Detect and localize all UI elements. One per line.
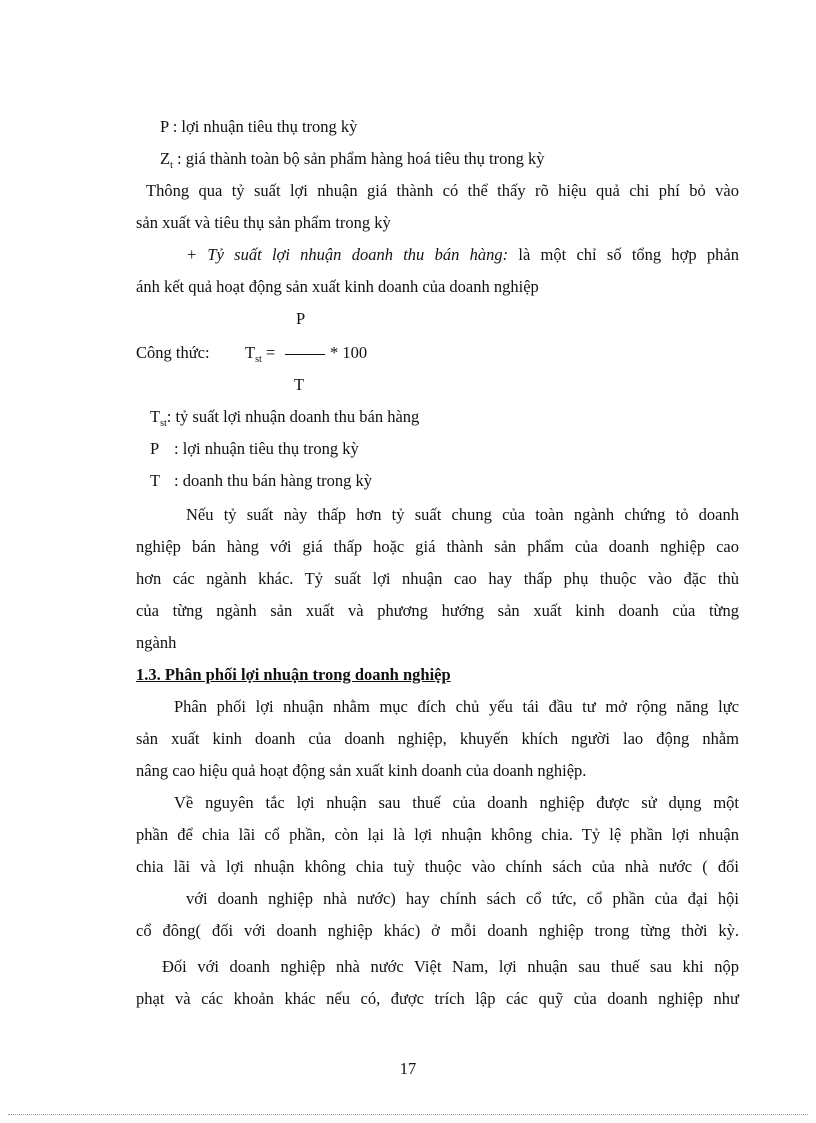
def-tst-desc: : tỷ suất lợi nhuận doanh thu bán hàng — [166, 407, 420, 426]
para1-line1: Thông qua tỷ suất lợi nhuận giá thành có thể thấy rõ hiệu quả chi phí bỏ vào — [146, 181, 739, 200]
def-t-symbol: T — [150, 471, 161, 490]
section-heading: 1.3. Phân phối lợi nhuận trong doanh nghiệp — [136, 665, 451, 684]
para5-line4: với doanh nghiệp nhà nước) hay chính sách cổ tức, cổ phần của đại hội — [186, 889, 739, 908]
para3-line5: ngành — [136, 633, 177, 652]
def-p-symbol: P — [160, 117, 169, 136]
para2-italic-term: Tỷ suất lợi nhuận doanh thu bán hàng: — [207, 245, 509, 264]
def-p-line — [160, 117, 357, 137]
para2-line1 — [186, 245, 739, 265]
def-tst-line — [150, 407, 419, 427]
def-tst-symbol: T — [150, 407, 161, 426]
para3-line1: Nếu tỷ suất này thấp hơn tỷ suất chung của toàn ngành chứng tỏ doanh — [186, 505, 739, 524]
para5-line2: phần để chia lãi cổ phần, còn lại là lợi nhuận không chia. Tỷ lệ phần lợi nhuận — [136, 825, 739, 844]
para2-line1-rest: là một chỉ số tổng hợp phản — [508, 245, 739, 264]
para2-prefix: + — [186, 245, 208, 264]
para3-line3: hơn các ngành khác. Tỷ suất lợi nhuận cao hay thấp phụ thuộc vào đặc thù — [136, 569, 739, 588]
para6-line1: Đối với doanh nghiệp nhà nước Việt Nam, lợi nhuận sau thuế sau khi nộp — [162, 957, 739, 976]
page-number: 17 — [399, 1059, 417, 1078]
def-z-symbol: Z — [160, 149, 171, 168]
para5-line1: Về nguyên tắc lợi nhuận sau thuế của doanh nghiệp được sử dụng một — [174, 793, 739, 812]
def-z-subscript: t — [170, 160, 173, 171]
formula-lhs-symbol: T — [245, 343, 256, 362]
def-z-line — [160, 149, 545, 169]
def-t-desc: : doanh thu bán hàng trong kỳ — [174, 471, 372, 490]
def-p2-symbol: P — [150, 439, 160, 458]
page-bottom-border — [8, 1114, 808, 1115]
formula-label: Công thức: — [136, 343, 210, 362]
formula-multiplier: * 100 — [330, 343, 368, 362]
formula-lhs-subscript: st — [255, 354, 262, 365]
def-tst-subscript: st — [160, 418, 167, 429]
para5-line3: chia lãi và lợi nhuận không chia tuỳ thuộc vào chính sách của nhà nước ( đối — [136, 857, 739, 876]
formula-lhs — [245, 343, 275, 363]
para3-line4: của từng ngành sản xuất và phương hướng sản xuất kinh doanh của từng — [136, 601, 739, 620]
para4-line3: nâng cao hiệu quả hoạt động sản xuất kinh doanh của doanh nghiệp. — [136, 761, 587, 780]
def-p2-desc: : lợi nhuận tiêu thụ trong kỳ — [174, 439, 359, 458]
fraction-bar — [285, 354, 325, 355]
para6-line2: phạt và các khoản khác nếu có, được trích lập các quỹ của doanh nghiệp như — [136, 989, 739, 1008]
para4-line2: sản xuất kinh doanh của doanh nghiệp, khuyến khích người lao động nhằm — [136, 729, 739, 748]
para4-line1: Phân phối lợi nhuận nhằm mục đích chủ yếu tái đầu tư mở rộng năng lực — [174, 697, 739, 716]
para3-line2: nghiệp bán hàng với giá thấp hoặc giá thành sản phẩm của doanh nghiệp cao — [136, 537, 739, 556]
def-p-desc: : lợi nhuận tiêu thụ trong kỳ — [168, 117, 358, 136]
formula-numerator: P — [296, 309, 306, 328]
para5-line5: cổ đông( đối với doanh nghiệp khác) ở mỗi doanh nghiệp trong từng thời kỳ. — [136, 921, 739, 940]
para1-line2: sản xuất và tiêu thụ sản phẩm trong kỳ — [136, 213, 391, 232]
def-z-desc: : giá thành toàn bộ sản phẩm hàng hoá tiêu thụ trong kỳ — [172, 149, 545, 168]
para2-line2: ánh kết quả hoạt động sản xuất kinh doanh của doanh nghiệp — [136, 277, 539, 296]
formula-denominator: T — [294, 375, 305, 394]
formula-equals: = — [261, 343, 276, 362]
